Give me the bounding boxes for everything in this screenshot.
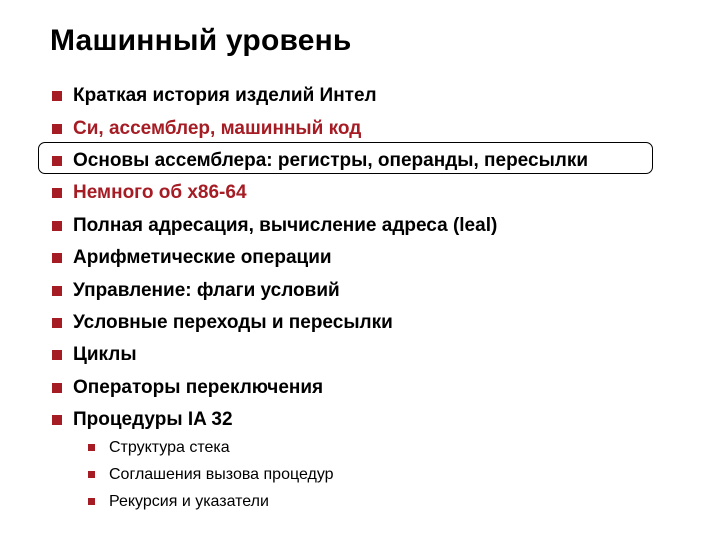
square-bullet-icon xyxy=(52,415,62,425)
sub-list-item-text: Рекурсия и указатели xyxy=(109,492,269,510)
list-item-text: Операторы переключения xyxy=(73,376,324,398)
square-bullet-icon xyxy=(52,350,62,360)
list-item-text: Краткая история изделий Интел xyxy=(73,85,377,107)
square-bullet-icon xyxy=(52,253,62,263)
list-item xyxy=(52,307,588,339)
list-item xyxy=(52,372,588,404)
square-bullet-icon xyxy=(52,383,62,393)
topic-list xyxy=(52,80,588,436)
square-bullet-icon xyxy=(88,471,95,478)
list-item xyxy=(52,80,588,112)
list-item-text: Полная адресация, вычисление адреса (leal) xyxy=(73,214,498,236)
list-item xyxy=(52,339,588,371)
slide-title: Машинный уровень xyxy=(50,24,352,57)
square-bullet-icon xyxy=(88,498,95,505)
square-bullet-icon xyxy=(52,188,62,198)
list-item-text: Условные переходы и пересылки xyxy=(73,311,393,333)
list-item xyxy=(52,210,588,242)
square-bullet-icon xyxy=(52,221,62,231)
sub-list-item xyxy=(88,434,334,461)
list-item xyxy=(52,274,588,306)
list-item-text: Немного об x86-64 xyxy=(73,182,247,204)
list-item-text: Си, ассемблер, машинный код xyxy=(73,117,362,139)
square-bullet-icon xyxy=(52,156,62,166)
square-bullet-icon xyxy=(52,124,62,134)
square-bullet-icon xyxy=(52,318,62,328)
list-item xyxy=(52,177,588,209)
list-item-text: Управление: флаги условий xyxy=(73,279,340,301)
list-item xyxy=(52,242,588,274)
sub-list-item-text: Соглашения вызова процедур xyxy=(109,465,334,483)
subtopic-list xyxy=(88,434,334,515)
sub-list-item xyxy=(88,461,334,488)
list-item-text: Арифметические операции xyxy=(73,247,332,269)
list-item-text: Процедуры IA 32 xyxy=(73,409,233,431)
sub-list-item xyxy=(88,488,334,515)
list-item-current xyxy=(52,145,588,177)
list-item xyxy=(52,112,588,144)
square-bullet-icon xyxy=(88,444,95,451)
square-bullet-icon xyxy=(52,91,62,101)
square-bullet-icon xyxy=(52,286,62,296)
list-item-text: Основы ассемблера: регистры, операнды, пересылки xyxy=(73,149,589,171)
sub-list-item-text: Структура стека xyxy=(109,438,230,456)
list-item xyxy=(52,404,588,436)
list-item-text: Циклы xyxy=(73,344,137,366)
